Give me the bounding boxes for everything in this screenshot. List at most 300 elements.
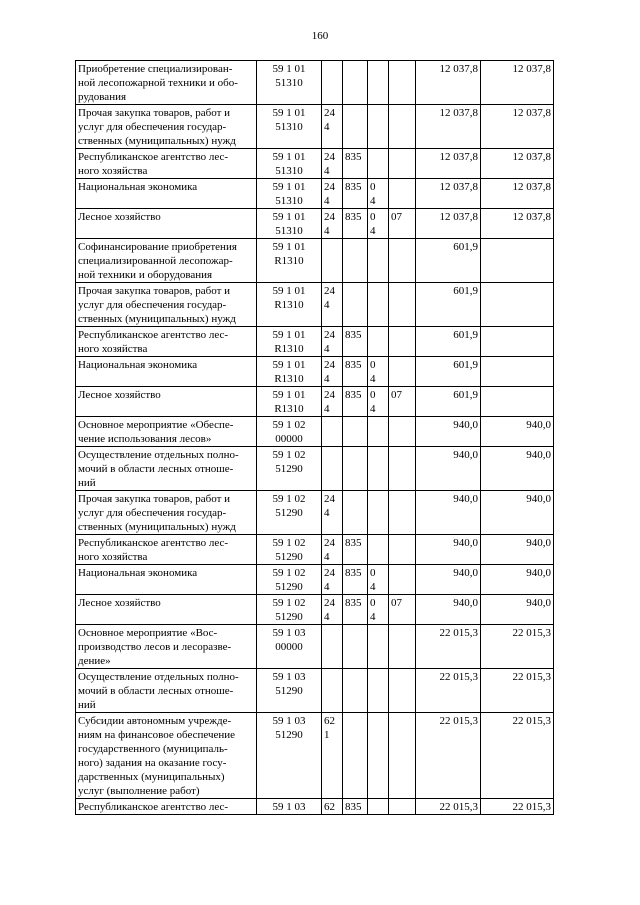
row-name-cell — [76, 239, 257, 283]
subsection-cell — [389, 535, 416, 565]
target-article-cell-line: 59 1 03 — [272, 627, 306, 639]
target-article-cell-line: 59 1 02 — [272, 419, 306, 431]
table-row — [76, 417, 554, 447]
target-article-cell-line: R1310 — [274, 403, 304, 415]
amount-year1-cell: 940,0 — [416, 595, 481, 625]
amount-year1-cell: 12 037,8 — [416, 209, 481, 239]
row-name-line: ной лесопожарной техники и обо- — [78, 77, 238, 89]
amount-year2-cell: 12 037,8 — [481, 105, 554, 149]
target-article-cell-line: 51290 — [275, 463, 303, 475]
target-article-cell — [257, 105, 322, 149]
expense-type-cell-line: 4 — [324, 165, 330, 177]
section-cell — [368, 327, 389, 357]
section-cell-line: 4 — [370, 611, 376, 623]
expense-type-cell — [322, 625, 343, 669]
target-article-cell — [257, 179, 322, 209]
expense-type-cell-line: 24 — [324, 597, 335, 609]
ministry-code-cell — [343, 669, 368, 713]
section-cell-line: 0 — [370, 181, 376, 193]
amount-year1-cell: 940,0 — [416, 535, 481, 565]
expense-type-cell-line: 24 — [324, 285, 335, 297]
section-cell-line — [370, 76, 386, 90]
expense-type-cell — [322, 447, 343, 491]
target-article-cell — [257, 595, 322, 625]
row-name-cell — [76, 209, 257, 239]
amount-year2-cell: 940,0 — [481, 491, 554, 535]
section-cell-line — [370, 462, 386, 476]
expense-type-cell — [322, 535, 343, 565]
ministry-code-cell: 835 — [343, 387, 368, 417]
section-cell — [368, 713, 389, 799]
target-article-cell-line: 51310 — [275, 225, 303, 237]
expense-type-cell-line: 4 — [324, 507, 330, 519]
target-article-cell-line: 59 1 02 — [272, 597, 306, 609]
table-row — [76, 535, 554, 565]
row-name-cell — [76, 61, 257, 105]
amount-year2-cell: 22 015,3 — [481, 625, 554, 669]
amount-year1-cell: 601,9 — [416, 387, 481, 417]
section-cell-line — [370, 106, 386, 120]
section-cell-line — [370, 536, 386, 550]
row-name-line: Национальная экономика — [78, 359, 198, 371]
expense-type-cell-line: 24 — [324, 493, 335, 505]
expense-type-cell-line: 24 — [324, 329, 335, 341]
ministry-code-cell: 835 — [343, 595, 368, 625]
amount-year2-cell: 22 015,3 — [481, 799, 554, 815]
expense-type-cell-line — [324, 418, 340, 432]
section-cell — [368, 209, 389, 239]
amount-year2-cell: 22 015,3 — [481, 669, 554, 713]
row-name-cell — [76, 283, 257, 327]
subsection-cell — [389, 447, 416, 491]
ministry-code-cell — [343, 417, 368, 447]
target-article-cell — [257, 625, 322, 669]
expense-type-cell-line: 62 — [324, 715, 335, 727]
expense-type-cell-line: 1 — [324, 729, 330, 741]
subsection-cell — [389, 149, 416, 179]
table-row — [76, 625, 554, 669]
section-cell — [368, 179, 389, 209]
row-name-line: Приобретение специализирован- — [78, 63, 233, 75]
row-name-line: мочий в области лесных отноше- — [78, 463, 234, 475]
section-cell — [368, 595, 389, 625]
row-name-line: Республиканское агентство лес- — [78, 329, 229, 341]
row-name-line: Национальная экономика — [78, 181, 198, 193]
expense-type-cell-line — [324, 684, 340, 698]
amount-year2-cell — [481, 357, 554, 387]
amount-year1-cell: 940,0 — [416, 565, 481, 595]
row-name-line: услуг для обеспечения государ- — [78, 121, 227, 133]
target-article-cell — [257, 535, 322, 565]
expense-type-cell-line — [324, 670, 340, 684]
target-article-cell-line: 51310 — [275, 121, 303, 133]
target-article-cell — [257, 713, 322, 799]
amount-year1-cell: 940,0 — [416, 447, 481, 491]
budget-table — [75, 60, 554, 815]
section-cell — [368, 357, 389, 387]
row-name-line: Национальная экономика — [78, 567, 198, 579]
row-name-line: чение использования лесов» — [78, 433, 212, 445]
row-name-line: Лесное хозяйство — [78, 389, 161, 401]
table-row — [76, 239, 554, 283]
row-name-line: Прочая закупка товаров, работ и — [78, 107, 231, 119]
target-article-cell-line: 59 1 01 — [272, 181, 306, 193]
row-name-cell — [76, 387, 257, 417]
amount-year1-cell: 22 015,3 — [416, 799, 481, 815]
expense-type-cell-line — [324, 62, 340, 76]
target-article-cell — [257, 209, 322, 239]
row-name-line: ного) задания на оказание госу- — [78, 757, 227, 769]
ministry-code-cell — [343, 283, 368, 327]
row-name-line: Республиканское агентство лес- — [78, 801, 229, 813]
row-name-line: дарственных (муниципальных) — [78, 771, 225, 783]
row-name-cell — [76, 327, 257, 357]
subsection-cell — [389, 327, 416, 357]
amount-year1-cell: 22 015,3 — [416, 669, 481, 713]
row-name-cell — [76, 179, 257, 209]
expense-type-cell-line: 24 — [324, 389, 335, 401]
row-name-cell — [76, 595, 257, 625]
expense-type-cell — [322, 491, 343, 535]
row-name-line: Осуществление отдельных полно- — [78, 671, 239, 683]
section-cell-line — [370, 164, 386, 178]
expense-type-cell — [322, 179, 343, 209]
section-cell — [368, 625, 389, 669]
ministry-code-cell: 835 — [343, 327, 368, 357]
section-cell-line — [370, 254, 386, 268]
expense-type-cell-line: 4 — [324, 299, 330, 311]
section-cell-line — [370, 120, 386, 134]
target-article-cell — [257, 565, 322, 595]
section-cell-line — [370, 240, 386, 254]
table-row — [76, 149, 554, 179]
target-article-cell — [257, 357, 322, 387]
expense-type-cell — [322, 713, 343, 799]
amount-year2-cell: 940,0 — [481, 535, 554, 565]
amount-year2-cell: 12 037,8 — [481, 149, 554, 179]
subsection-cell — [389, 625, 416, 669]
section-cell-line: 4 — [370, 373, 376, 385]
row-name-cell — [76, 713, 257, 799]
expense-type-cell — [322, 283, 343, 327]
amount-year1-cell: 601,9 — [416, 283, 481, 327]
target-article-cell-line: R1310 — [274, 373, 304, 385]
subsection-cell: 07 — [389, 209, 416, 239]
expense-type-cell-line — [324, 448, 340, 462]
row-name-cell — [76, 625, 257, 669]
row-name-line: ной техники и оборудования — [78, 269, 213, 281]
section-cell — [368, 61, 389, 105]
row-name-line: ниям на финансовое обеспечение — [78, 729, 236, 741]
subsection-cell — [389, 565, 416, 595]
subsection-cell — [389, 491, 416, 535]
subsection-cell — [389, 669, 416, 713]
expense-type-cell-line — [324, 76, 340, 90]
section-cell — [368, 491, 389, 535]
row-name-line: ний — [78, 699, 96, 711]
ministry-code-cell: 835 — [343, 179, 368, 209]
target-article-cell-line: R1310 — [274, 343, 304, 355]
expense-type-cell-line — [324, 640, 340, 654]
expense-type-cell — [322, 239, 343, 283]
expense-type-cell-line: 62 — [324, 801, 335, 813]
section-cell-line: 0 — [370, 389, 376, 401]
amount-year1-cell: 601,9 — [416, 357, 481, 387]
expense-type-cell-line: 4 — [324, 225, 330, 237]
amount-year2-cell: 940,0 — [481, 565, 554, 595]
section-cell — [368, 149, 389, 179]
target-article-cell-line: 59 1 02 — [272, 537, 306, 549]
amount-year1-cell: 12 037,8 — [416, 149, 481, 179]
section-cell — [368, 239, 389, 283]
row-name-cell — [76, 669, 257, 713]
amount-year2-cell: 940,0 — [481, 595, 554, 625]
table-row — [76, 179, 554, 209]
expense-type-cell — [322, 209, 343, 239]
row-name-line: услуг для обеспечения государ- — [78, 299, 227, 311]
table-row — [76, 713, 554, 799]
row-name-line: услуг для обеспечения государ- — [78, 507, 227, 519]
target-article-cell-line: 51310 — [275, 77, 303, 89]
ministry-code-cell — [343, 491, 368, 535]
section-cell-line — [370, 728, 386, 742]
row-name-line: производство лесов и лесоразве- — [78, 641, 232, 653]
amount-year1-cell: 12 037,8 — [416, 179, 481, 209]
section-cell — [368, 669, 389, 713]
amount-year2-cell: 12 037,8 — [481, 61, 554, 105]
page-number: 160 — [311, 30, 329, 42]
expense-type-cell-line — [324, 626, 340, 640]
amount-year1-cell: 940,0 — [416, 491, 481, 535]
target-article-cell-line: 59 1 02 — [272, 567, 306, 579]
target-article-cell-line: 59 1 01 — [272, 389, 306, 401]
expense-type-cell — [322, 669, 343, 713]
subsection-cell: 07 — [389, 387, 416, 417]
amount-year2-cell: 940,0 — [481, 447, 554, 491]
target-article-cell-line: 59 1 03 — [272, 671, 306, 683]
target-article-cell-line: 51290 — [275, 507, 303, 519]
row-name-line: ственных (муниципальных) нужд — [78, 135, 236, 147]
expense-type-cell-line: 4 — [324, 373, 330, 385]
section-cell-line — [370, 550, 386, 564]
section-cell-line — [370, 298, 386, 312]
section-cell — [368, 535, 389, 565]
target-article-cell — [257, 387, 322, 417]
row-name-line: государственного (муниципаль- — [78, 743, 228, 755]
target-article-cell-line: 59 1 01 — [272, 359, 306, 371]
section-cell-line: 0 — [370, 359, 376, 371]
amount-year1-cell: 601,9 — [416, 239, 481, 283]
target-article-cell — [257, 491, 322, 535]
target-article-cell — [257, 149, 322, 179]
subsection-cell — [389, 179, 416, 209]
subsection-cell — [389, 105, 416, 149]
target-article-cell-line: 51310 — [275, 195, 303, 207]
target-article-cell-line: 51290 — [275, 581, 303, 593]
target-article-cell — [257, 417, 322, 447]
row-name-line: Софинансирование приобретения — [78, 241, 237, 253]
amount-year1-cell: 22 015,3 — [416, 713, 481, 799]
amount-year2-cell — [481, 283, 554, 327]
expense-type-cell-line: 4 — [324, 551, 330, 563]
section-cell-line: 0 — [370, 567, 376, 579]
target-article-cell-line: 00000 — [275, 641, 303, 653]
row-name-line: рудования — [78, 91, 127, 103]
expense-type-cell — [322, 105, 343, 149]
section-cell — [368, 387, 389, 417]
ministry-code-cell — [343, 239, 368, 283]
amount-year1-cell: 601,9 — [416, 327, 481, 357]
amount-year2-cell: 12 037,8 — [481, 209, 554, 239]
row-name-line: ственных (муниципальных) нужд — [78, 521, 236, 533]
section-cell-line: 4 — [370, 581, 376, 593]
table-row — [76, 447, 554, 491]
target-article-cell-line: 59 1 01 — [272, 329, 306, 341]
expense-type-cell-line: 24 — [324, 359, 335, 371]
expense-type-cell — [322, 417, 343, 447]
target-article-cell-line: 51290 — [275, 611, 303, 623]
row-name-cell — [76, 105, 257, 149]
expense-type-cell — [322, 149, 343, 179]
table-row — [76, 283, 554, 327]
ministry-code-cell: 835 — [343, 565, 368, 595]
section-cell — [368, 799, 389, 815]
section-cell — [368, 105, 389, 149]
expense-type-cell-line: 4 — [324, 195, 330, 207]
expense-type-cell-line — [324, 432, 340, 446]
row-name-cell — [76, 565, 257, 595]
subsection-cell — [389, 713, 416, 799]
expense-type-cell-line: 4 — [324, 581, 330, 593]
section-cell — [368, 283, 389, 327]
section-cell-line: 4 — [370, 403, 376, 415]
row-name-line: мочий в области лесных отноше- — [78, 685, 234, 697]
table-row — [76, 491, 554, 535]
subsection-cell — [389, 239, 416, 283]
budget-table-body — [76, 61, 554, 815]
expense-type-cell-line: 24 — [324, 537, 335, 549]
expense-type-cell — [322, 357, 343, 387]
expense-type-cell-line: 24 — [324, 107, 335, 119]
row-name-line: дение» — [78, 655, 111, 667]
ministry-code-cell — [343, 713, 368, 799]
section-cell-line — [370, 342, 386, 356]
target-article-cell-line: 59 1 01 — [272, 241, 306, 253]
target-article-cell-line: 59 1 02 — [272, 449, 306, 461]
row-name-line: ного хозяйства — [78, 551, 148, 563]
row-name-line: ственных (муниципальных) нужд — [78, 313, 236, 325]
ministry-code-cell — [343, 61, 368, 105]
subsection-cell — [389, 417, 416, 447]
expense-type-cell — [322, 327, 343, 357]
row-name-cell — [76, 535, 257, 565]
subsection-cell — [389, 61, 416, 105]
expense-type-cell-line: 24 — [324, 151, 335, 163]
amount-year2-cell: 22 015,3 — [481, 713, 554, 799]
section-cell-line: 4 — [370, 225, 376, 237]
ministry-code-cell — [343, 625, 368, 669]
row-name-cell — [76, 447, 257, 491]
target-article-cell-line: R1310 — [274, 299, 304, 311]
table-row — [76, 209, 554, 239]
target-article-cell-line: 00000 — [275, 433, 303, 445]
table-row — [76, 357, 554, 387]
target-article-cell-line: 59 1 01 — [272, 107, 306, 119]
target-article-cell-line: 51290 — [275, 685, 303, 697]
target-article-cell — [257, 327, 322, 357]
table-row — [76, 565, 554, 595]
table-row — [76, 61, 554, 105]
expense-type-cell — [322, 595, 343, 625]
amount-year2-cell — [481, 327, 554, 357]
ministry-code-cell: 835 — [343, 535, 368, 565]
target-article-cell-line: 59 1 01 — [272, 285, 306, 297]
section-cell-line: 4 — [370, 195, 376, 207]
target-article-cell-line: 59 1 03 — [272, 801, 306, 813]
amount-year2-cell — [481, 387, 554, 417]
expense-type-cell-line: 4 — [324, 611, 330, 623]
target-article-cell-line: 51290 — [275, 551, 303, 563]
subsection-cell — [389, 283, 416, 327]
row-name-cell — [76, 149, 257, 179]
target-article-cell-line: 51310 — [275, 165, 303, 177]
expense-type-cell-line — [324, 240, 340, 254]
expense-type-cell-line: 24 — [324, 181, 335, 193]
row-name-line: Республиканское агентство лес- — [78, 151, 229, 163]
table-row — [76, 669, 554, 713]
target-article-cell-line: 59 1 01 — [272, 63, 306, 75]
expense-type-cell-line — [324, 462, 340, 476]
expense-type-cell-line: 4 — [324, 403, 330, 415]
row-name-line: Осуществление отдельных полно- — [78, 449, 239, 461]
section-cell-line — [370, 670, 386, 684]
section-cell — [368, 565, 389, 595]
row-name-line: Основное мероприятие «Вос- — [78, 627, 218, 639]
expense-type-cell-line: 4 — [324, 343, 330, 355]
section-cell-line — [370, 800, 386, 814]
section-cell — [368, 417, 389, 447]
ministry-code-cell: 835 — [343, 209, 368, 239]
ministry-code-cell — [343, 105, 368, 149]
row-name-line: Лесное хозяйство — [78, 211, 161, 223]
amount-year1-cell: 12 037,8 — [416, 105, 481, 149]
amount-year1-cell: 12 037,8 — [416, 61, 481, 105]
row-name-line: Прочая закупка товаров, работ и — [78, 285, 231, 297]
ministry-code-cell — [343, 447, 368, 491]
expense-type-cell-line: 24 — [324, 567, 335, 579]
subsection-cell — [389, 799, 416, 815]
section-cell-line — [370, 714, 386, 728]
ministry-code-cell: 835 — [343, 149, 368, 179]
table-row — [76, 387, 554, 417]
section-cell-line — [370, 284, 386, 298]
section-cell-line: 0 — [370, 597, 376, 609]
target-article-cell — [257, 669, 322, 713]
section-cell-line — [370, 328, 386, 342]
section-cell-line — [370, 448, 386, 462]
expense-type-cell-line — [324, 254, 340, 268]
target-article-cell-line: R1310 — [274, 255, 304, 267]
amount-year2-cell: 12 037,8 — [481, 179, 554, 209]
section-cell-line — [370, 418, 386, 432]
table-row — [76, 799, 554, 815]
section-cell-line — [370, 626, 386, 640]
target-article-cell — [257, 61, 322, 105]
section-cell-line — [370, 432, 386, 446]
target-article-cell — [257, 799, 322, 815]
expense-type-cell — [322, 61, 343, 105]
table-row — [76, 595, 554, 625]
